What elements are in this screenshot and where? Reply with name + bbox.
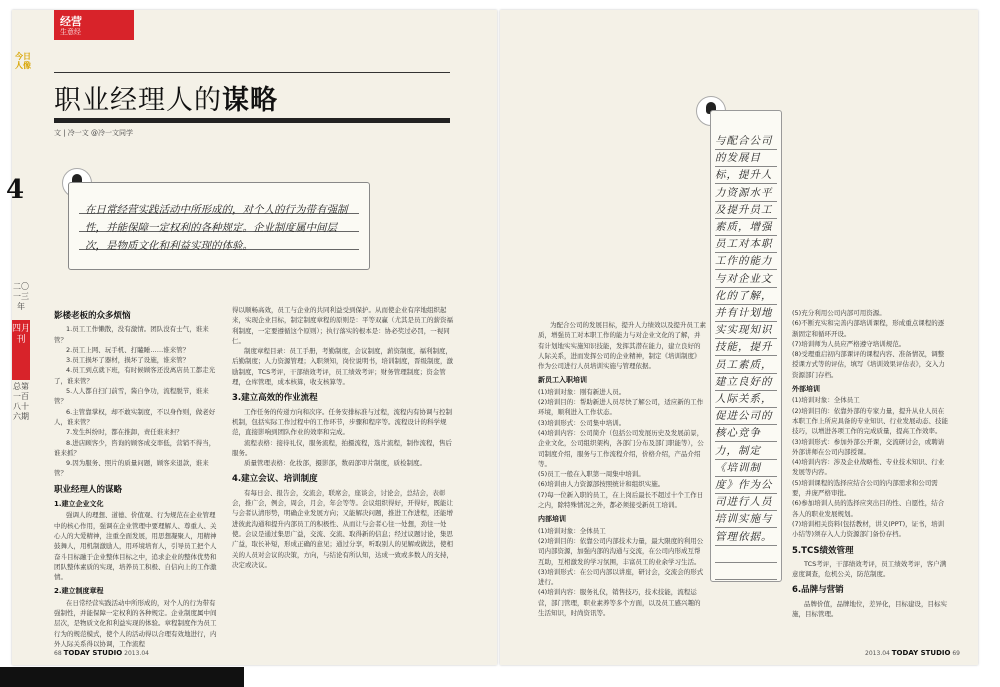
right-page [500,10,978,665]
ruled-line [715,304,777,305]
subheading: 2.建立制度章程 [54,587,104,596]
ruled-line [715,493,777,494]
list-item: 1.员工工作懒散，没有激情。团队没有士气，谁来管？ [54,325,209,344]
list-item: (8)受理重启初内部课评的课程内容、准备情况，调整授课方式等的评估，填写《培训效果评估表》，交入力资源部门存档。 [792,350,945,379]
title-top-rule [54,72,450,73]
list-item: 8.进店顾客少，咨询的顾客成交率低，营销不得当，谁来抓？ [54,438,216,457]
side-year: 二〇一三年 [13,282,29,311]
list-item: 5.人人都自扫门前雪，酱自争功，流程脱节，谁来管？ [54,387,209,406]
paragraph: 品牌价值，品牌地位，差异化，目标建设，目标实施，目标管理。 [792,599,947,619]
list-item: (3)培训形式：参加外部公开课，交流研讨会，或聘请外部讲师在公司内部授课。 [792,437,945,456]
list-item: (2)培训目的：依靠公司内部技术力量，最大限度的利用公司内部资源，加强内部的沟通与交流，在公司内形成互帮互助，互相激发的学习氛围，丰富员工的业余学习生活。 [538,536,704,566]
footer-date: 2013.04 [124,650,149,657]
list-item: (1)培训对象：刚有新进人员。 [538,387,626,396]
list-item: 9.因为服务、照片的质量问题，顾客来退款，谁来管？ [54,459,209,478]
ruled-line [715,252,777,253]
ruled-line [715,441,777,442]
corner-bar [0,667,244,687]
ruled-line [715,149,777,150]
left-page [6,10,497,665]
list-item: (7)每一位新入职的员工，在上岗后最长不超过十个工作日之内，除特殊情况之外，都必须接受新员工培训。 [538,490,704,510]
title-bold: 谋略 [222,85,278,116]
footer-date: 2013.04 [865,650,890,657]
side-issue-badge: 四月刊 [12,320,30,380]
title-light: 职业经理人的 [54,85,222,116]
list-item: (6)参加培训人员的选择应突出目的性、自愿性，结合各人的职业发展规划。 [792,499,945,518]
list-item: (4)培训内容：公司简介（包括公司发展历史及发展前景，企业文化，公司组织架构，各部门分布及部门职能等），公司制度介绍，服务与工作流程介绍，价格介绍，产品介绍等。 [538,428,704,468]
paragraph: TCS考评，干部绩效考评，员工绩效考评，客户满意度调查，危机公关，防范制度。 [792,559,947,579]
subheading: 3.建立高效的作业流程 [232,393,318,404]
paragraph: 工作任务的传递方向和次序。任务安排标准与过程，流程内有协调与控制机制，包括实际工作过程中的工作环节，步骤和程序等。流程设计的科学规范，直接影响到团队作业的效率和完成。 [232,407,452,437]
ruled-line [715,407,777,408]
ruled-line [715,355,777,356]
ruled-line [715,424,777,425]
left-column-1 [54,305,219,649]
ruled-line [715,527,777,528]
subheading: 5.TCS绩效管理 [792,545,854,556]
list-item: (3)培训形式：公司集中培训。 [538,418,626,427]
subheading: 内部培训 [538,515,566,524]
list-item: 3.员工损坏了器材，损坏了设施，谁来管？ [66,356,190,365]
side-brand: 今日人像 [15,52,31,70]
ruled-line [715,510,777,511]
ruled-line [715,269,777,270]
list-item: (3)培训形式：在公司内部以讲座，研讨会，交流会的形式进行。 [538,567,704,587]
section-tag [54,10,134,40]
ruled-line [715,235,777,236]
paragraph: 流程表格：接待礼仪，服务流程，拍摄流程，选片流程，制作流程，售后服务。 [232,438,452,457]
paragraph: 有每日会、报告会，交流会，联席会，座谈会，讨论会，总结会，表彰会，推广会，例会，周会，月会，年会等等。会议组织得好，开得好，既能让与会者认清形势，明确企业发展方向；又能解决问题，推进工作进程，还能增进彼此沟通和提升内部员工的积极性、从而让与会者心往一处想，劲往一处使。会议是通过集思广益，交流、交流、取得新的信息；经过议题讨论，集思广益，取长补短，形成正确的意见；通过分享，听取别人的见解或做法，使相关的人员对会议的决策，方向，与结论有所认知，达成一致或多数人的支持，决定或决议。 [232,488,453,569]
footer-brand: TODAY STUDIO [891,649,951,657]
left-footer [54,649,149,657]
pull-quote: 与配合公司的发展目标，提升人力资源水平及提升员工素质，增强员工对本职工作的能力与对企业文化的了解，并有计划地实实现知识技能，提升员工素质，建立良好的人际关系，促进公司的核心竞争力，制定《培训制度》作为公司进行人员培训实施与管理依据。 [715,135,773,543]
list-item: (5)充分利用公司内部可用资源。 [792,309,886,317]
right-footer [865,649,960,657]
subheading: 外部培训 [792,385,820,394]
paragraph: 为配合公司的发展目标，提升人力绩效以及提升员工素质，增强员工对本职工作的能力与对企业文化的了解，并有计划地实实施知识技能，发挥其潜在能力，建立良好的人际关系，进而发挥公司的企业精神，制定《培训制度》作为公司进行人员培训实施与管理依据。 [538,321,706,371]
heading-boss-worries: 影楼老板的众多烦恼 [54,311,131,321]
list-item: (4)培训内容：涉及企业战略性、专业技术知识、行业发展等内容。 [792,458,945,477]
ruled-line [715,390,777,391]
ruled-line [715,287,777,288]
page-number: 68 [54,650,62,657]
page-number: 69 [952,650,960,657]
list-item: (2)培训目的：帮助新进人员尽快了解公司，适应新的工作环境，顺利进入工作状态。 [538,398,704,417]
byline: 文 | 冷一文 @冷一文同学 [54,129,134,137]
list-item: 6.主管靠掌权，却不敢实制度，不以身作则，做老好人，谁来管？ [54,407,216,426]
list-item: (7)培训相关资料(包括教材，讲义(PPT)，证书，培训小结等)须存入人力资源部门备份存档。 [792,519,945,539]
ruled-line [715,201,777,202]
pull-quote-box-vertical [710,110,782,582]
list-item: (7)培训师为人员应严格遵守培训规范。 [792,339,906,348]
right-column-1 [538,320,706,618]
ruled-line [715,183,777,184]
paragraph: 质量管理表格：化妆部，摄影部，数码部审片制度，质检制度。 [244,459,426,468]
footer-brand: TODAY STUDIO [63,649,123,657]
heading-strategy: 职业经理人的谋略 [54,484,123,495]
ruled-line [715,338,777,339]
left-column-2 [232,305,454,570]
ruled-line [715,166,777,167]
ruled-line [715,476,777,477]
ruled-line [715,373,777,374]
list-item: 7.发生纠纷时，都在推卸，责任谁来担？ [66,428,183,437]
list-item: (6)不断充实和完善内部培训课程，形成重点课程的逐渐固定和循环开设。 [792,319,945,338]
list-item: (2)培训目的：依靠外部的专家力量，提升从业人员在本职工作上所应具备的专业知识、行业发展动态、技能技巧，以增进各项工作的完成质量，提高工作效率。 [792,406,948,436]
list-item: (5)培训课程的选择应结合公司的内部需求和公司需要，并庞严格审批。 [792,478,938,498]
pull-quote: 在日常经营实践活动中所形成的，对个人的行为带有强制性，并能保障一定权利的各种规定。企业制度属中间层次，是物质文化和利益实现的体验。 [85,204,348,252]
subheading: 1.建立企业文化 [54,500,104,509]
subheading: 新员工入职培训 [538,376,587,385]
ruled-line [715,218,777,219]
pull-quote-box [68,182,370,270]
list-item: (1)培训对象：全体员工 [538,526,606,535]
paragraph: 在日常经营实践活动中所形成的，对个人的行为带有强制性，并能保障一定权利的各种规定。企业制度属中间层次，是物质文化和利益实现的体验。章程制度作为员工行为的规范模式，使个人的活动得以合理有效地进行，内外人际关系得以协调，工作流程 [54,598,217,648]
ruled-line [715,579,777,580]
side-page-mark: 4 [6,175,25,205]
list-item: (5)员工一般在入职第一周集中培训。 [538,470,645,479]
subheading: 6.品牌与营销 [792,585,844,596]
paragraph: 制度章程目录：员工手册，考勤制度，会议制度，薪资制度，福利制度，后勤制度；人力资源管理；入职须知，岗位说明书，培训制度，晋级制度，激励制度，TCS考评，干部绩效考评，员工绩效考评；财务管理制度；资金管理，仓库管理，成本核算，收支核算等。 [232,347,453,387]
list-item: 4.员工到点就下班，有时候顾客还没离店员工都走光了，谁来管？ [54,366,216,385]
subheading: 4.建立会议、培训制度 [232,474,318,485]
side-total-issue: 总第一百八十六期 [13,382,29,421]
right-column-2 [792,308,950,619]
paragraph: 强调人的理想、道德、价值观、行为规范在企业管理中的核心作用，强调在企业管理中要理解人、尊重人、关心人的大爱精神，注重全面发展，用思想凝聚人，用精神鼓舞人，用机制激励人，用环境培育人，引导员工把个人奋斗目标融于企业整体目标之中，追求企业的整体优势和团队整体素质的实现，培养员工积极、自信向上的工作激情。 [54,511,217,582]
ruled-line [715,545,777,546]
list-item: 2.员工上网、玩手机、打瞌睡……谁来管？ [66,345,190,354]
ruled-line [715,321,777,322]
section-tag-label: 经营 [60,15,82,28]
list-item: (1)培训对象：全体员工 [792,396,860,405]
list-item: (4)培训内容：服务礼仪，销售技巧，技术技能，流程运营，部门管理，职业素养等多个方面，以及员工感兴趣的生活知识，时尚资讯等。 [538,588,701,618]
ruled-line [715,562,777,563]
paragraph: 得以顺畅高效，员工与企业的共同利益受到保护。从而使企业有序地组织起来，实现企业目标，制定制度章程的原则是：平等双赢（尤其是员工的薪资福利制度，一定要遵循这个原则）；执行落实的根本是：协必奖过必罚，一视同仁。 [232,306,453,345]
section-tag-sub: 生意经 [60,28,81,36]
ruled-line [715,459,777,460]
article-title [54,78,278,117]
title-bottom-rule [54,118,450,123]
list-item: (6)培训由人力资源部按照统计和组织实施。 [538,480,665,489]
